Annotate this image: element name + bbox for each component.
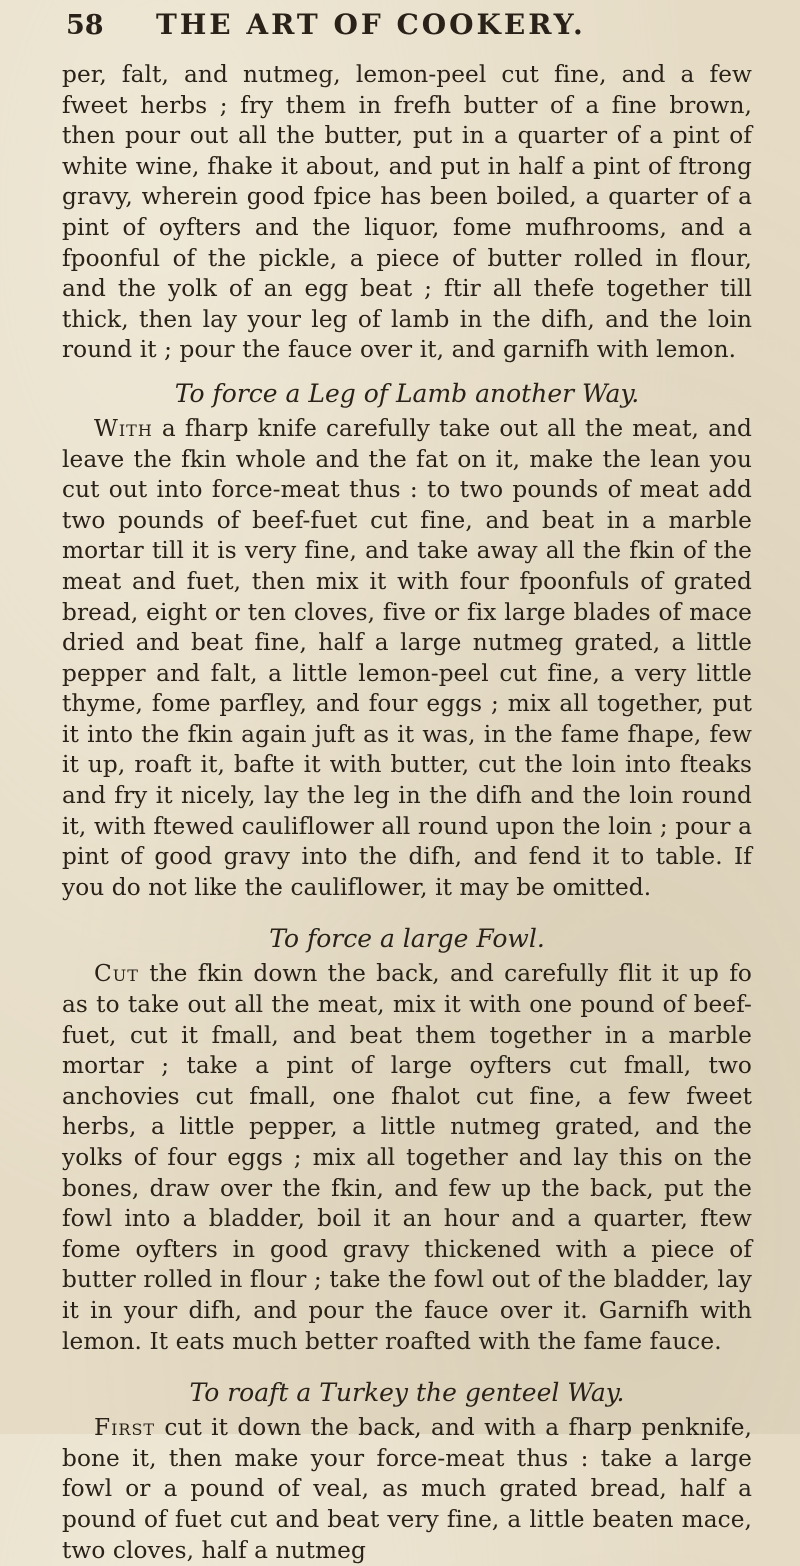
recipe-paragraph — [62, 414, 752, 904]
recipe-heading: To force a large Fowl. — [269, 924, 545, 954]
recipe-paragraph — [62, 959, 752, 1357]
recipe-body-text: a fharp knife carefully take out all the meat, and leave the fkin whole and the fat on it, make the lean you cut out into force-meat thus : to two pounds of meat add two pounds of beef-fuet cut fine, and beat in a marble mortar till it is very fine, and take away all the fkin of the meat and fuet, then mix it with four fpoonfuls of grated bread, eight or ten cloves, five or fix large blades of mace dried and beat fine, half a large nutmeg grated, a little pepper and falt, a little lemon-peel cut fine, a very little thyme, fome parfley, and four eggs ; mix all together, put it into the fkin again juft as it was, in the fame fhape, few it up, roaft it, bafte it with butter, cut the loin into fteaks and fry it nicely, lay the leg in the difh and the loin round it, with ftewed cauliflower all round upon the loin ; pour a pint of good gravy into the difh, and fend it to table. If you do not like the cauliflower, it may be omitted. — [62, 414, 752, 901]
recipe-heading: To roaft a Turkey the genteel Way. — [189, 1378, 625, 1408]
running-head — [62, 8, 752, 60]
recipe-lead-word: With — [94, 414, 153, 442]
page-number: 58 — [66, 10, 104, 41]
recipe-lead-word: Cut — [94, 960, 139, 988]
recipe-roast-turkey — [62, 1377, 752, 1566]
recipe-force-large-fowl — [62, 923, 752, 1357]
recipe-paragraph — [62, 1413, 752, 1566]
recipe-force-leg-of-lamb — [62, 378, 752, 904]
recipe-lead-word: First — [94, 1414, 156, 1442]
recipe-continuation-paragraph: per, falt, and nutmeg, lemon-peel cut fine, and a few fweet herbs ; fry them in frefh butter of a fine brown, then pour out all the butter, put in a quarter of a pint of white wine, fhake it about, and put in half a pint of ftrong gravy, wherein good fpice has been boiled, a quarter of a pint of oyfters and the liquor, fome mufhrooms, and a fpoonful of the pickle, a piece of butter rolled in flour, and the yolk of an egg beat ; ftir all thefe together till thick, then lay your leg of lamb in the difh, and the loin round it ; pour the fauce over it, and garnifh with lemon. — [62, 61, 752, 364]
recipe-heading: To force a Leg of Lamb another Way. — [174, 378, 640, 408]
recipe-body-text: cut it down the back, and with a fharp penknife, bone it, then make your force-meat thus : take a large fowl or a pound of veal, as much grated bread, half a pound of fuet cut and beat very fine, a little beaten mace, two cloves, half a nutmeg — [62, 1414, 752, 1564]
recipe-body-text: the fkin down the back, and carefully flit it up fo as to take out all the meat, mix it with one pound of beef-fuet, cut it fmall, and beat them together in a marble mortar ; take a pint of large oyfters cut fmall, two anchovies cut fmall, one fhalot cut fine, a few fweet herbs, a little pepper, a little nutmeg grated, and the yolks of four eggs ; mix all together and lay this on the bones, draw over the fkin, and few up the back, put the fowl into a bladder, boil it an hour and a quarter, ftew fome oyfters in good gravy thickened with a piece of butter rolled in flour ; take the fowl out of the bladder, lay it in your difh, and pour the fauce over it. Garnifh with lemon. It eats much better roafted with the fame fauce. — [62, 960, 752, 1355]
running-title: THE ART OF COOKERY. — [156, 8, 586, 41]
